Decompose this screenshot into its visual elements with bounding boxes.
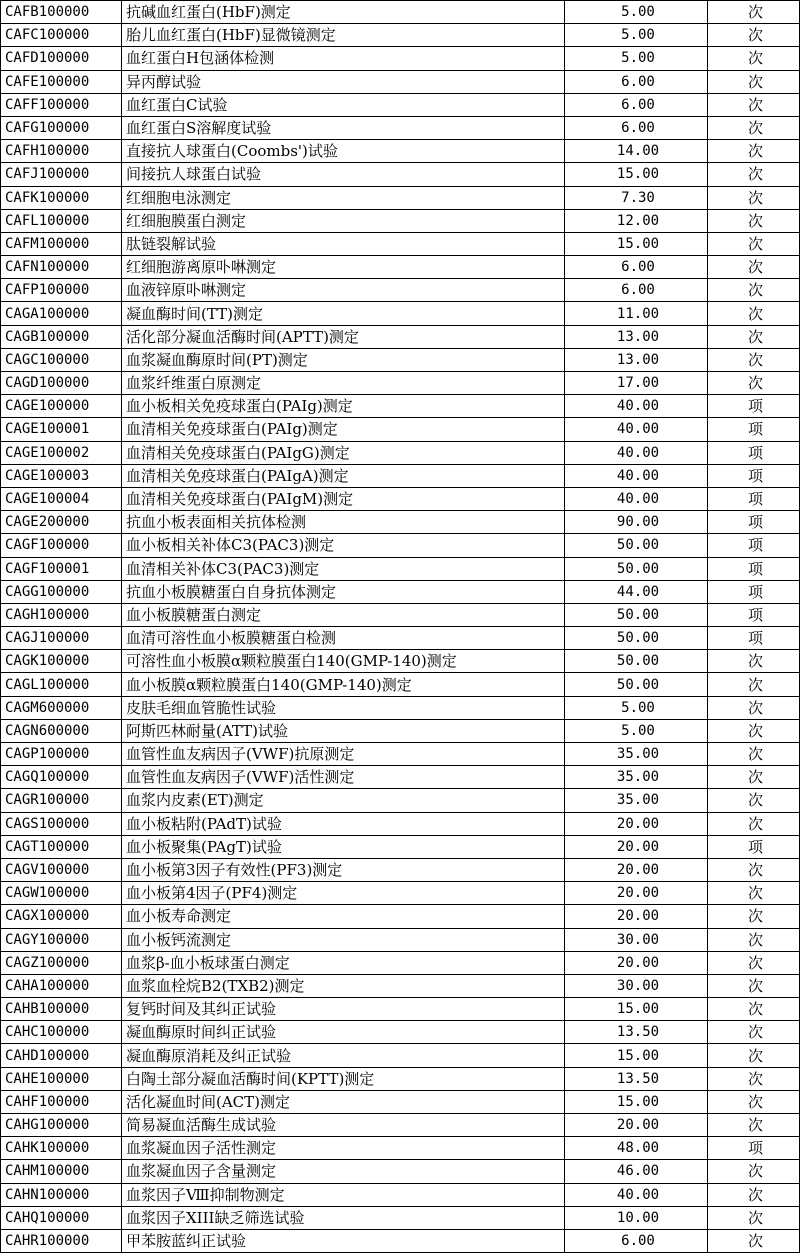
item-name-cell: 活化部分凝血活酶时间(APTT)测定 xyxy=(122,325,565,348)
table-row xyxy=(1,93,800,116)
item-unit-cell: 项 xyxy=(708,1137,800,1160)
table-row xyxy=(1,557,800,580)
table-row xyxy=(1,928,800,951)
item-code-cell: CAGS100000 xyxy=(1,812,122,835)
table-row xyxy=(1,395,800,418)
item-price-cell: 20.00 xyxy=(565,1114,708,1137)
item-name-cell: 血浆凝血因子含量测定 xyxy=(122,1160,565,1183)
item-code-cell: CAFK100000 xyxy=(1,186,122,209)
item-price-cell: 50.00 xyxy=(565,650,708,673)
item-name-cell: 抗血小板膜糖蛋白自身抗体测定 xyxy=(122,580,565,603)
item-price-cell: 40.00 xyxy=(565,487,708,510)
item-code-cell: CAFB100000 xyxy=(1,1,122,24)
item-code-cell: CAGT100000 xyxy=(1,835,122,858)
item-code-cell: CAGQ100000 xyxy=(1,766,122,789)
item-unit-cell: 次 xyxy=(708,372,800,395)
table-row xyxy=(1,1183,800,1206)
item-name-cell: 凝血酶原时间纠正试验 xyxy=(122,1021,565,1044)
item-unit-cell: 次 xyxy=(708,24,800,47)
item-unit-cell: 次 xyxy=(708,974,800,997)
item-code-cell: CAGE100004 xyxy=(1,487,122,510)
item-unit-cell: 次 xyxy=(708,789,800,812)
item-name-cell: 血小板相关补体C3(PAC3)测定 xyxy=(122,534,565,557)
item-unit-cell: 项 xyxy=(708,418,800,441)
item-unit-cell: 次 xyxy=(708,302,800,325)
item-price-cell: 6.00 xyxy=(565,116,708,139)
item-code-cell: CAHD100000 xyxy=(1,1044,122,1067)
item-unit-cell: 次 xyxy=(708,928,800,951)
item-name-cell: 血小板膜糖蛋白测定 xyxy=(122,603,565,626)
item-unit-cell: 次 xyxy=(708,325,800,348)
item-unit-cell: 次 xyxy=(708,696,800,719)
item-price-cell: 13.00 xyxy=(565,325,708,348)
item-name-cell: 血浆纤维蛋白原测定 xyxy=(122,372,565,395)
table-row xyxy=(1,673,800,696)
item-name-cell: 红细胞电泳测定 xyxy=(122,186,565,209)
item-unit-cell: 次 xyxy=(708,116,800,139)
item-name-cell: 复钙时间及其纠正试验 xyxy=(122,998,565,1021)
item-name-cell: 凝血酶原消耗及纠正试验 xyxy=(122,1044,565,1067)
item-code-cell: CAHA100000 xyxy=(1,974,122,997)
table-row xyxy=(1,835,800,858)
item-name-cell: 血小板相关免疫球蛋白(PAIg)测定 xyxy=(122,395,565,418)
item-price-cell: 13.00 xyxy=(565,348,708,371)
item-price-cell: 13.50 xyxy=(565,1067,708,1090)
item-unit-cell: 项 xyxy=(708,534,800,557)
item-price-cell: 15.00 xyxy=(565,998,708,1021)
item-unit-cell: 项 xyxy=(708,441,800,464)
table-row xyxy=(1,858,800,881)
item-code-cell: CAGE100001 xyxy=(1,418,122,441)
item-price-cell: 6.00 xyxy=(565,256,708,279)
item-name-cell: 简易凝血活酶生成试验 xyxy=(122,1114,565,1137)
table-row xyxy=(1,441,800,464)
item-code-cell: CAHB100000 xyxy=(1,998,122,1021)
item-price-cell: 6.00 xyxy=(565,70,708,93)
item-price-cell: 44.00 xyxy=(565,580,708,603)
table-row xyxy=(1,1067,800,1090)
item-name-cell: 血小板粘附(PAdT)试验 xyxy=(122,812,565,835)
item-name-cell: 抗碱血红蛋白(HbF)测定 xyxy=(122,1,565,24)
item-price-cell: 14.00 xyxy=(565,140,708,163)
item-code-cell: CAGW100000 xyxy=(1,882,122,905)
item-unit-cell: 项 xyxy=(708,580,800,603)
item-price-cell: 6.00 xyxy=(565,279,708,302)
item-price-cell: 5.00 xyxy=(565,719,708,742)
item-code-cell: CAGE100000 xyxy=(1,395,122,418)
item-code-cell: CAGV100000 xyxy=(1,858,122,881)
item-price-cell: 15.00 xyxy=(565,1090,708,1113)
item-code-cell: CAHQ100000 xyxy=(1,1206,122,1229)
item-unit-cell: 次 xyxy=(708,998,800,1021)
item-price-cell: 20.00 xyxy=(565,835,708,858)
item-code-cell: CAFN100000 xyxy=(1,256,122,279)
table-row xyxy=(1,372,800,395)
item-unit-cell: 次 xyxy=(708,47,800,70)
item-name-cell: 血小板聚集(PAgT)试验 xyxy=(122,835,565,858)
table-row xyxy=(1,1,800,24)
item-unit-cell: 次 xyxy=(708,1114,800,1137)
table-row xyxy=(1,789,800,812)
item-name-cell: 直接抗人球蛋白(Coombs')试验 xyxy=(122,140,565,163)
table-row xyxy=(1,1160,800,1183)
item-name-cell: 血液锌原卟啉测定 xyxy=(122,279,565,302)
item-name-cell: 血红蛋白C试验 xyxy=(122,93,565,116)
item-unit-cell: 次 xyxy=(708,882,800,905)
item-code-cell: CAFH100000 xyxy=(1,140,122,163)
table-row xyxy=(1,719,800,742)
item-unit-cell: 次 xyxy=(708,140,800,163)
item-name-cell: 血清相关免疫球蛋白(PAIgG)测定 xyxy=(122,441,565,464)
item-name-cell: 胎儿血红蛋白(HbF)显微镜测定 xyxy=(122,24,565,47)
item-price-cell: 40.00 xyxy=(565,1183,708,1206)
table-row xyxy=(1,766,800,789)
item-name-cell: 血小板寿命测定 xyxy=(122,905,565,928)
item-unit-cell: 次 xyxy=(708,766,800,789)
item-unit-cell: 次 xyxy=(708,348,800,371)
item-unit-cell: 次 xyxy=(708,279,800,302)
table-row xyxy=(1,325,800,348)
item-price-cell: 35.00 xyxy=(565,766,708,789)
table-row xyxy=(1,1137,800,1160)
table-row xyxy=(1,974,800,997)
table-row xyxy=(1,70,800,93)
item-code-cell: CAFP100000 xyxy=(1,279,122,302)
item-unit-cell: 次 xyxy=(708,951,800,974)
item-name-cell: 红细胞膜蛋白测定 xyxy=(122,209,565,232)
item-code-cell: CAGD100000 xyxy=(1,372,122,395)
table-row xyxy=(1,464,800,487)
table-row xyxy=(1,812,800,835)
item-unit-cell: 次 xyxy=(708,209,800,232)
table-row xyxy=(1,627,800,650)
item-unit-cell: 次 xyxy=(708,650,800,673)
item-code-cell: CAGJ100000 xyxy=(1,627,122,650)
table-row xyxy=(1,163,800,186)
item-unit-cell: 次 xyxy=(708,1090,800,1113)
table-row xyxy=(1,209,800,232)
item-name-cell: 皮肤毛细血管脆性试验 xyxy=(122,696,565,719)
item-price-cell: 30.00 xyxy=(565,928,708,951)
table-row xyxy=(1,580,800,603)
table-row xyxy=(1,603,800,626)
item-name-cell: 血清相关免疫球蛋白(PAIgM)测定 xyxy=(122,487,565,510)
table-row xyxy=(1,882,800,905)
item-name-cell: 血浆凝血酶原时间(PT)测定 xyxy=(122,348,565,371)
item-code-cell: CAGE200000 xyxy=(1,511,122,534)
item-price-cell: 15.00 xyxy=(565,163,708,186)
item-name-cell: 异丙醇试验 xyxy=(122,70,565,93)
item-unit-cell: 次 xyxy=(708,70,800,93)
item-name-cell: 血红蛋白H包涵体检测 xyxy=(122,47,565,70)
item-code-cell: CAHN100000 xyxy=(1,1183,122,1206)
item-code-cell: CAHM100000 xyxy=(1,1160,122,1183)
item-unit-cell: 次 xyxy=(708,1021,800,1044)
item-code-cell: CAFL100000 xyxy=(1,209,122,232)
item-unit-cell: 次 xyxy=(708,905,800,928)
item-price-cell: 5.00 xyxy=(565,47,708,70)
item-unit-cell: 项 xyxy=(708,511,800,534)
item-code-cell: CAGE100002 xyxy=(1,441,122,464)
item-unit-cell: 项 xyxy=(708,487,800,510)
table-row xyxy=(1,302,800,325)
item-price-cell: 90.00 xyxy=(565,511,708,534)
item-price-cell: 7.30 xyxy=(565,186,708,209)
item-unit-cell: 项 xyxy=(708,395,800,418)
price-table-body xyxy=(1,1,800,1253)
item-name-cell: 白陶土部分凝血活酶时间(KPTT)测定 xyxy=(122,1067,565,1090)
item-unit-cell: 项 xyxy=(708,603,800,626)
table-row xyxy=(1,279,800,302)
item-code-cell: CAGA100000 xyxy=(1,302,122,325)
table-row xyxy=(1,1090,800,1113)
item-code-cell: CAGP100000 xyxy=(1,743,122,766)
table-row xyxy=(1,998,800,1021)
item-price-cell: 5.00 xyxy=(565,1,708,24)
item-price-cell: 50.00 xyxy=(565,603,708,626)
item-unit-cell: 项 xyxy=(708,627,800,650)
item-code-cell: CAGE100003 xyxy=(1,464,122,487)
item-name-cell: 抗血小板表面相关抗体检测 xyxy=(122,511,565,534)
item-name-cell: 血清相关免疫球蛋白(PAIg)测定 xyxy=(122,418,565,441)
item-price-cell: 20.00 xyxy=(565,858,708,881)
item-price-cell: 20.00 xyxy=(565,951,708,974)
item-price-cell: 5.00 xyxy=(565,696,708,719)
item-price-cell: 15.00 xyxy=(565,232,708,255)
item-unit-cell: 项 xyxy=(708,464,800,487)
item-code-cell: CAGX100000 xyxy=(1,905,122,928)
item-unit-cell: 次 xyxy=(708,1206,800,1229)
item-name-cell: 甲苯胺蓝纠正试验 xyxy=(122,1229,565,1252)
item-name-cell: 阿斯匹林耐量(ATT)试验 xyxy=(122,719,565,742)
table-row xyxy=(1,418,800,441)
item-price-cell: 40.00 xyxy=(565,464,708,487)
item-name-cell: 间接抗人球蛋白试验 xyxy=(122,163,565,186)
item-name-cell: 血浆因子Ⅷ抑制物测定 xyxy=(122,1183,565,1206)
item-price-cell: 20.00 xyxy=(565,882,708,905)
item-price-cell: 12.00 xyxy=(565,209,708,232)
item-name-cell: 血管性血友病因子(VWF)抗原测定 xyxy=(122,743,565,766)
item-price-cell: 40.00 xyxy=(565,418,708,441)
table-row xyxy=(1,696,800,719)
item-name-cell: 血小板第3因子有效性(PF3)测定 xyxy=(122,858,565,881)
item-price-cell: 50.00 xyxy=(565,627,708,650)
item-code-cell: CAFG100000 xyxy=(1,116,122,139)
item-price-cell: 46.00 xyxy=(565,1160,708,1183)
item-unit-cell: 次 xyxy=(708,186,800,209)
item-price-cell: 50.00 xyxy=(565,557,708,580)
item-code-cell: CAGC100000 xyxy=(1,348,122,371)
item-unit-cell: 次 xyxy=(708,163,800,186)
item-name-cell: 红细胞游离原卟啉测定 xyxy=(122,256,565,279)
item-unit-cell: 次 xyxy=(708,719,800,742)
table-row xyxy=(1,348,800,371)
table-row xyxy=(1,1206,800,1229)
item-unit-cell: 次 xyxy=(708,1,800,24)
table-row xyxy=(1,951,800,974)
item-name-cell: 可溶性血小板膜α颗粒膜蛋白140(GMP-140)测定 xyxy=(122,650,565,673)
item-unit-cell: 项 xyxy=(708,835,800,858)
item-price-cell: 11.00 xyxy=(565,302,708,325)
item-unit-cell: 次 xyxy=(708,256,800,279)
item-code-cell: CAFM100000 xyxy=(1,232,122,255)
item-name-cell: 血浆血栓烷B2(TXB2)测定 xyxy=(122,974,565,997)
item-code-cell: CAGZ100000 xyxy=(1,951,122,974)
item-unit-cell: 次 xyxy=(708,1229,800,1252)
item-name-cell: 血清相关补体C3(PAC3)测定 xyxy=(122,557,565,580)
table-row xyxy=(1,1044,800,1067)
table-row xyxy=(1,24,800,47)
item-code-cell: CAFF100000 xyxy=(1,93,122,116)
item-name-cell: 血清可溶性血小板膜糖蛋白检测 xyxy=(122,627,565,650)
item-code-cell: CAGF100000 xyxy=(1,534,122,557)
item-unit-cell: 次 xyxy=(708,1044,800,1067)
item-name-cell: 血浆内皮素(ET)测定 xyxy=(122,789,565,812)
item-unit-cell: 次 xyxy=(708,858,800,881)
item-price-cell: 6.00 xyxy=(565,1229,708,1252)
item-price-cell: 50.00 xyxy=(565,673,708,696)
item-name-cell: 活化凝血时间(ACT)测定 xyxy=(122,1090,565,1113)
table-row xyxy=(1,47,800,70)
item-code-cell: CAFE100000 xyxy=(1,70,122,93)
item-name-cell: 血管性血友病因子(VWF)活性测定 xyxy=(122,766,565,789)
item-code-cell: CAHG100000 xyxy=(1,1114,122,1137)
item-unit-cell: 次 xyxy=(708,1183,800,1206)
item-code-cell: CAGN600000 xyxy=(1,719,122,742)
item-code-cell: CAHE100000 xyxy=(1,1067,122,1090)
item-code-cell: CAGY100000 xyxy=(1,928,122,951)
item-price-cell: 35.00 xyxy=(565,789,708,812)
item-name-cell: 血小板钙流测定 xyxy=(122,928,565,951)
item-unit-cell: 次 xyxy=(708,1160,800,1183)
table-row xyxy=(1,511,800,534)
item-price-cell: 20.00 xyxy=(565,905,708,928)
item-code-cell: CAGF100001 xyxy=(1,557,122,580)
item-price-cell: 15.00 xyxy=(565,1044,708,1067)
item-name-cell: 凝血酶时间(TT)测定 xyxy=(122,302,565,325)
item-name-cell: 血浆凝血因子活性测定 xyxy=(122,1137,565,1160)
item-price-cell: 17.00 xyxy=(565,372,708,395)
item-code-cell: CAFD100000 xyxy=(1,47,122,70)
item-unit-cell: 次 xyxy=(708,743,800,766)
item-price-cell: 40.00 xyxy=(565,395,708,418)
item-price-cell: 40.00 xyxy=(565,441,708,464)
item-code-cell: CAHR100000 xyxy=(1,1229,122,1252)
item-name-cell: 血小板膜α颗粒膜蛋白140(GMP-140)测定 xyxy=(122,673,565,696)
item-code-cell: CAHK100000 xyxy=(1,1137,122,1160)
item-price-cell: 35.00 xyxy=(565,743,708,766)
item-code-cell: CAGB100000 xyxy=(1,325,122,348)
table-row xyxy=(1,534,800,557)
item-unit-cell: 次 xyxy=(708,812,800,835)
item-price-cell: 13.50 xyxy=(565,1021,708,1044)
table-row xyxy=(1,1229,800,1252)
item-unit-cell: 次 xyxy=(708,93,800,116)
item-price-cell: 6.00 xyxy=(565,93,708,116)
item-name-cell: 肽链裂解试验 xyxy=(122,232,565,255)
table-row xyxy=(1,186,800,209)
table-row xyxy=(1,650,800,673)
item-price-cell: 5.00 xyxy=(565,24,708,47)
item-price-cell: 50.00 xyxy=(565,534,708,557)
item-name-cell: 血小板第4因子(PF4)测定 xyxy=(122,882,565,905)
table-row xyxy=(1,905,800,928)
item-code-cell: CAGR100000 xyxy=(1,789,122,812)
item-code-cell: CAFC100000 xyxy=(1,24,122,47)
item-code-cell: CAGH100000 xyxy=(1,603,122,626)
item-price-cell: 30.00 xyxy=(565,974,708,997)
table-row xyxy=(1,1021,800,1044)
item-code-cell: CAHF100000 xyxy=(1,1090,122,1113)
table-row xyxy=(1,116,800,139)
item-unit-cell: 次 xyxy=(708,1067,800,1090)
item-price-cell: 20.00 xyxy=(565,812,708,835)
table-row xyxy=(1,487,800,510)
table-row xyxy=(1,232,800,255)
item-unit-cell: 次 xyxy=(708,232,800,255)
table-row xyxy=(1,140,800,163)
item-code-cell: CAFJ100000 xyxy=(1,163,122,186)
item-code-cell: CAGL100000 xyxy=(1,673,122,696)
item-name-cell: 血浆β-血小板球蛋白测定 xyxy=(122,951,565,974)
table-row xyxy=(1,1114,800,1137)
item-price-cell: 10.00 xyxy=(565,1206,708,1229)
item-name-cell: 血清相关免疫球蛋白(PAIgA)测定 xyxy=(122,464,565,487)
item-price-cell: 48.00 xyxy=(565,1137,708,1160)
item-name-cell: 血浆因子XIII缺乏筛选试验 xyxy=(122,1206,565,1229)
item-code-cell: CAGM600000 xyxy=(1,696,122,719)
item-code-cell: CAGG100000 xyxy=(1,580,122,603)
item-code-cell: CAHC100000 xyxy=(1,1021,122,1044)
item-unit-cell: 项 xyxy=(708,557,800,580)
table-row xyxy=(1,743,800,766)
item-code-cell: CAGK100000 xyxy=(1,650,122,673)
item-name-cell: 血红蛋白S溶解度试验 xyxy=(122,116,565,139)
table-row xyxy=(1,256,800,279)
item-unit-cell: 次 xyxy=(708,673,800,696)
